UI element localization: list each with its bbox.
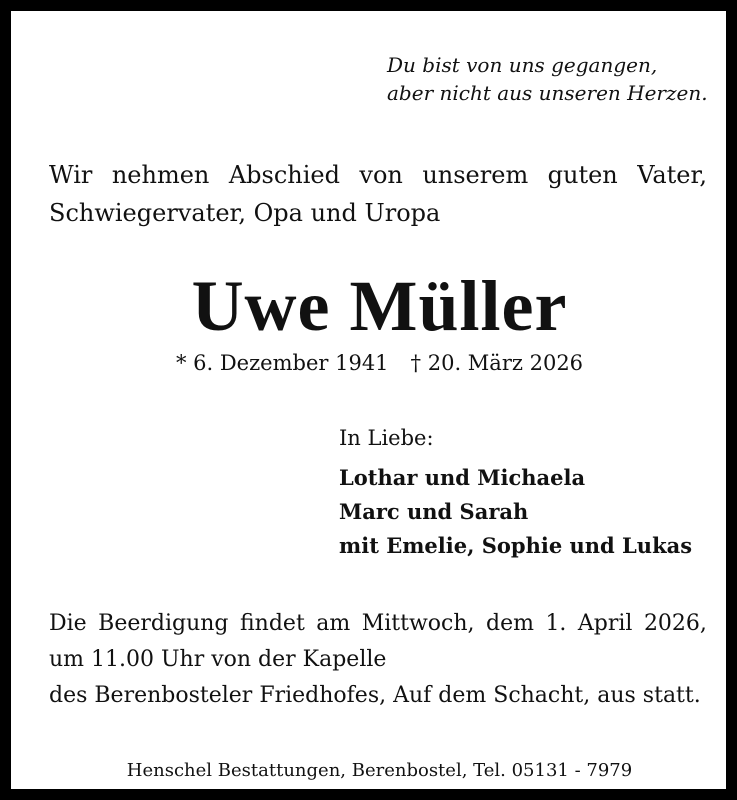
- intro-word: guten: [547, 161, 618, 189]
- mourner-line: mit Emelie, Sophie und Lukas: [339, 533, 693, 558]
- intro-text: [49, 156, 707, 232]
- motto-line-1: Du bist von uns gegangen,: [387, 53, 658, 77]
- intro-word: von: [359, 161, 403, 189]
- funeral-word: Mittwoch,: [361, 611, 475, 636]
- deceased-name: Uwe Müller: [191, 266, 568, 346]
- funeral-word: 2026,: [643, 611, 707, 636]
- funeral-line-3: des Berenbosteler Friedhofes, Auf dem Schacht, aus statt.: [49, 683, 701, 708]
- intro-word: nehmen: [111, 161, 210, 189]
- mourner-line: Lothar und Michaela: [339, 465, 586, 490]
- funeral-word: dem: [486, 611, 534, 636]
- funeral-word: findet: [240, 611, 305, 636]
- funeral-word: Die: [49, 611, 87, 636]
- motto-line-2: aber nicht aus unseren Herzen.: [387, 81, 708, 105]
- mourners-heading: In Liebe:: [339, 426, 434, 450]
- motto: [387, 51, 707, 107]
- funeral-line-1: [49, 606, 707, 642]
- intro-word: Wir: [49, 161, 93, 189]
- mourners: [339, 421, 719, 563]
- mourner-line: Marc und Sarah: [339, 499, 529, 524]
- funeral-home-footer: Henschel Bestattungen, Berenbostel, Tel. 05131 - 7979: [126, 760, 633, 781]
- intro-line-2: Schwiegervater, Opa und Uropa: [49, 199, 441, 227]
- death-date: † 20. März 2026: [410, 351, 584, 375]
- funeral-word: April: [577, 611, 633, 636]
- intro-line-1: [49, 156, 707, 194]
- intro-word: Abschied: [228, 161, 340, 189]
- funeral-word: 1.: [545, 611, 567, 636]
- birth-date: * 6. Dezember 1941: [175, 351, 389, 375]
- funeral-line-2: um 11.00 Uhr von der Kapelle: [49, 647, 387, 672]
- funeral-notice: [49, 606, 707, 714]
- intro-word: unserem: [422, 161, 529, 189]
- funeral-word: Beerdigung: [98, 611, 229, 636]
- intro-word: Vater,: [637, 161, 707, 189]
- life-dates: [11, 348, 737, 378]
- funeral-word: am: [316, 611, 351, 636]
